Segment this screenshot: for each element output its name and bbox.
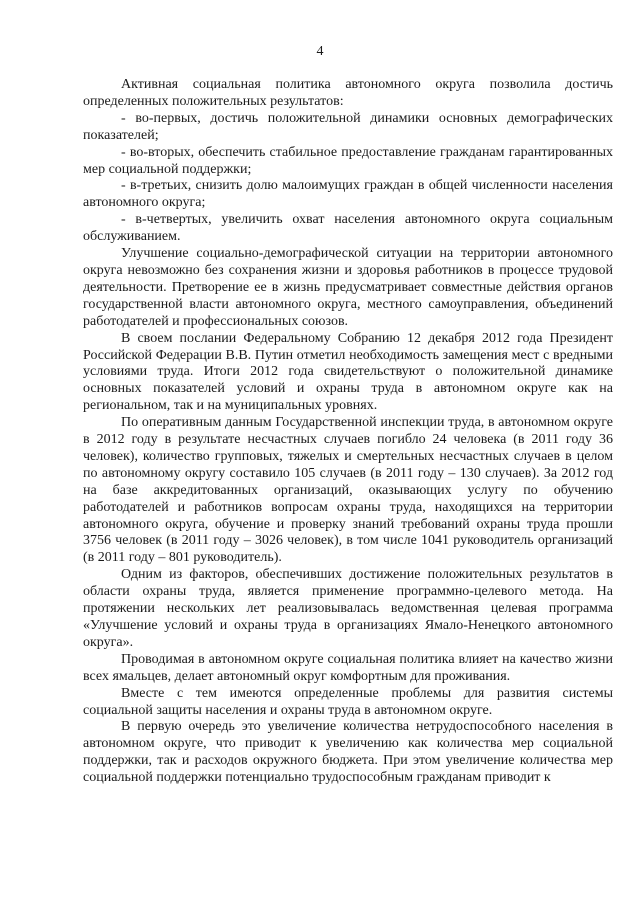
paragraph: В первую очередь это увеличение количества нетрудоспособного населения в автономном округе, что приводит к увеличению как количества мер социальной поддержки, так и расходов окружного бюджета. При этом увеличение количества мер социальной поддержки потенциально трудоспособным гражданам приводит к bbox=[83, 719, 613, 786]
page-number: 4 bbox=[316, 44, 324, 59]
list-item: - во-первых, достичь положительной динамики основных демографических показателей; bbox=[83, 110, 613, 143]
list-item: - во-вторых, обеспечить стабильное предоставление гражданам гарантированных мер социальной поддержки; bbox=[83, 144, 613, 177]
paragraph: По оперативным данным Государственной инспекции труда, в автономном округе в 2012 году в результате несчастных случаев погибло 24 человека (в 2011 году 36 человек), количество групповых, тяжелых и смертельных несчастных случаев в целом по автономному округу составило 105 случаев (в 2011 году – 130 случаев). За 2012 год на базе аккредитованных организаций, оказывающих услугу по обучению работодателей и работников вопросам охраны труда, находящихся на территории автономного округа, обучение и проверку знаний требований охраны труда прошли 3756 человек (в 2011 году – 3026 человек), в том числе 1041 руководитель организаций (в 2011 году – 801 руководитель). bbox=[83, 415, 613, 566]
paragraph: В своем послании Федеральному Собранию 12 декабря 2012 года Президент Российской Федерации В.В. Путин отметил необходимость замещения мест с вредными условиями труда. Итоги 2012 года свидетельствуют о положительной динамике основных показателей условий и охраны труда в автономном округе как на региональном, так и на муниципальных уровнях. bbox=[83, 330, 613, 414]
list-item: - в-третьих, снизить долю малоимущих граждан в общей численности населения автономного округа; bbox=[83, 178, 613, 211]
list-item: - в-четвертых, увеличить охват населения автономного округа социальным обслуживанием. bbox=[83, 212, 613, 245]
paragraph: Улучшение социально-демографической ситуации на территории автономного округа невозможно без сохранения жизни и здоровья работников в процессе трудовой деятельности. Претворение ее в жизнь предусматривает совместные действия органов государственной власти автономного округа, местного самоуправления, объединений работодателей и профессиональных союзов. bbox=[83, 246, 613, 329]
paragraph: Одним из факторов, обеспечивших достижение положительных результатов в области охраны труда, является применение программно-целевого метода. На протяжении нескольких лет реализовывалась ведомственная целевая программа «Улучшение условий и охраны труда в организациях Ямало-Ненецкого автономного округа». bbox=[83, 567, 613, 650]
paragraph: Проводимая в автономном округе социальная политика влияет на качество жизни всех ямальцев, делает автономный округ комфортным для проживания. bbox=[83, 651, 613, 684]
document-body bbox=[83, 77, 613, 787]
paragraph: Активная социальная политика автономного округа позволила достичь определенных положительных результатов: bbox=[83, 77, 613, 109]
paragraph: Вместе с тем имеются определенные проблемы для развития системы социальной защиты населения и охраны труда в автономном округе. bbox=[83, 685, 613, 718]
